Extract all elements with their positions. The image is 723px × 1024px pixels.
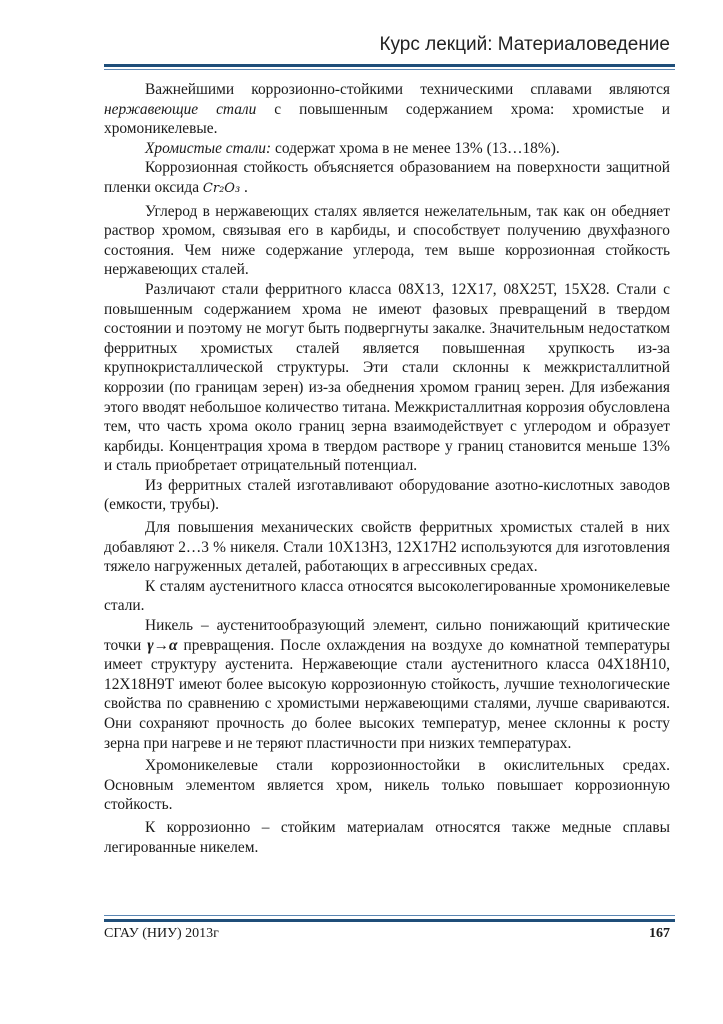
paragraph-8: К сталям аустенитного класса относятся высоколегированные хромоникелевые стали.: [104, 577, 670, 615]
paragraph-5: Различают стали ферритного класса 08Х13, 12Х17, 08Х25Т, 15Х28. Стали с повышенным содержанием хрома не имеют фазовых превращений в твердом состоянии и поэтому не могут быть подвергнуты закалке. Значительным недостатком ферритных хромистых сталей является повышенная хрупкость из-за крупнокристаллической структуры. Эти стали склонны к межкристаллитной коррозии (по границам зерен) из-за обеднения хромом границ зерен. Для избежания этого вводят небольшое количество титана. Межкристаллитная коррозия обусловлена тем, что часть хрома около границ зерна взаимодействует с углеродом и образует карбиды. Концентрация хрома в твердом растворе у границ становится меньше 13% и сталь приобретает отрицательный потенциал.: [104, 280, 670, 475]
formula-gamma-alpha: γ→α: [147, 636, 178, 654]
header-rule-thick: [104, 64, 675, 67]
formula-chromium-oxide: Cr₂O₃: [202, 180, 241, 196]
paragraph-7: Для повышения механических свойств ферритных хромистых сталей в них добавляют 2…3 % никеля. Стали 10Х13Н3, 12Х17Н2 используются для изготовления тяжело нагруженных деталей, работающих в агрессивных средах.: [104, 519, 670, 576]
paragraph-1: Важнейшими коррозионно-стойкими техническими сплавами являются нержавеющие стали с повышенным содержанием хрома: хромистые и хромоникелевые.: [104, 81, 670, 138]
paragraph-4: Углерод в нержавеющих сталях является нежелательным, так как он обедняет раствор хромом, связывая его в карбиды, и способствует получению двухфазного состояния. Чем ниже содержание углерода, тем выше коррозионная стойкость нержавеющих сталей.: [104, 202, 670, 279]
footer-rule-thin: [104, 915, 675, 916]
footer-rule-thick: [104, 919, 675, 922]
paragraph-2: Хромистые стали: содержат хрома в не менее 13% (13…18%).: [145, 139, 560, 157]
emphasis-chromium-steels: Хромистые стали:: [145, 139, 272, 157]
emphasis-stainless-steels: нержавеющие стали: [104, 100, 257, 118]
footer-institution: СГАУ (НИУ) 2013г: [104, 926, 219, 941]
page-header-title: Курс лекций: Материаловедение: [379, 34, 670, 55]
header-rule-thin: [104, 69, 675, 70]
paragraph-11: К коррозионно – стойким материалам относятся также медные сплавы легированные никелем.: [104, 818, 670, 856]
page-number: 167: [649, 926, 670, 941]
paragraph-10: Хромоникелевые стали коррозионностойки в окислительных средах. Основным элементом является хром, никель только повышает коррозионную стойкость.: [104, 757, 670, 814]
paragraph-3: Коррозионная стойкость объясняется образованием на поверхности защитной пленки оксида Cr₂O₃ .: [104, 159, 670, 196]
page-body: [104, 80, 670, 857]
paragraph-6: Из ферритных сталей изготавливают оборудование азотно-кислотных заводов (емкости, трубы).: [104, 476, 670, 514]
paragraph-9: Никель – аустенитообразующий элемент, сильно понижающий критические точки γ→α превращения. После охлаждения на воздухе до комнатной температуры имеет структуру аустенита. Нержавеющие стали аустенитного класса 04Х18Н10, 12Х18Н9Т имеют более высокую коррозионную стойкость, лучшие технологические свойства по сравнению с хромистыми нержавеющими сталями, лучше свариваются. Они сохраняют прочность до более высоких температур, менее склонны к росту зерна при нагреве и не теряют пластичности при низких температурах.: [104, 617, 671, 752]
